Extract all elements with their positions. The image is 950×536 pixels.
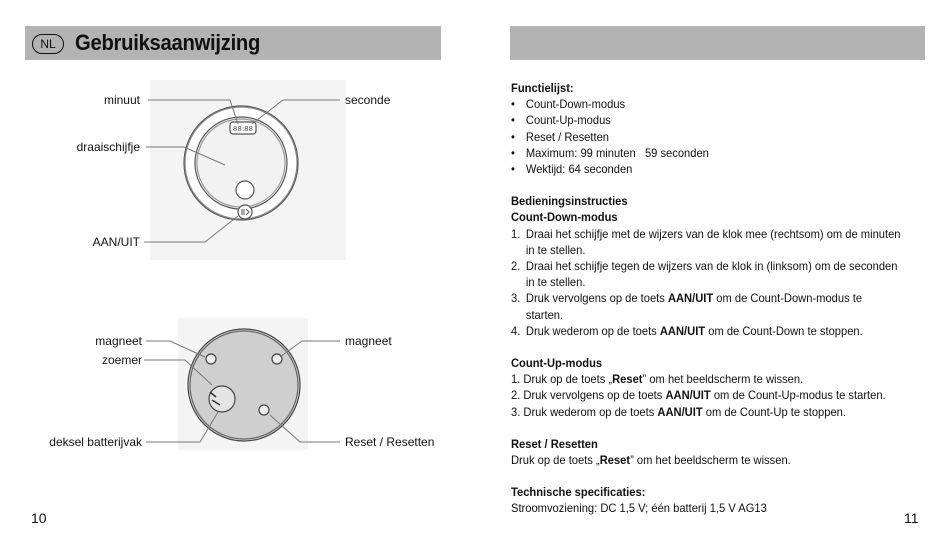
tech-heading: Technische specificaties:	[511, 485, 646, 500]
label-magneet-right: magneet	[345, 334, 392, 348]
svg-text:88:88: 88:88	[232, 125, 254, 133]
tech-line: Stroomvoziening: DC 1,5 V; één batterij 1,5 V AG13	[511, 501, 767, 516]
countdown-heading: Count-Down-modus	[511, 210, 618, 225]
instructions-column	[511, 80, 902, 517]
label-zoemer: zoemer	[101, 353, 142, 367]
page-number-left: 10	[31, 510, 47, 526]
label-seconde: seconde	[345, 93, 391, 107]
list-item: 2. Druk vervolgens op de toets AAN/UIT om de Count-Up-modus te starten.	[511, 388, 886, 403]
list-item: • Maximum: 99 minuten 59 seconden	[511, 145, 709, 160]
language-badge: NL	[32, 34, 64, 54]
list-item: • Count-Up-modus	[511, 113, 611, 128]
bediening-heading: Bedieningsinstructies	[511, 194, 628, 209]
list-item: 3. Druk wederom op de toets AAN/UIT om de Count-Up te stoppen.	[511, 404, 846, 419]
list-item: 2. Draai het schijfje tegen de wijzers van de klok in (linksom) om de seconden in te stellen.	[511, 259, 898, 290]
timer-front-figure	[184, 106, 298, 220]
reset-heading: Reset / Resetten	[511, 436, 598, 451]
list-item: 1. Druk op de toets „Reset” om het beeldscherm te wissen.	[511, 372, 804, 387]
list-item: • Reset / Resetten	[511, 129, 610, 144]
page-number-right: 11	[904, 510, 919, 526]
list-item: • Wektijd: 64 seconden	[511, 162, 633, 177]
list-item: • Count-Down-modus	[511, 97, 626, 112]
label-aan-uit: AAN/UIT	[92, 235, 140, 249]
label-minuut: minuut	[103, 93, 140, 107]
functielijst-heading: Functielijst:	[511, 81, 574, 95]
list-item: 3. Druk vervolgens op de toets AAN/UIT om de Count-Down-modus te starten.	[511, 291, 863, 322]
label-deksel-batterijvak: deksel batterijvak	[49, 435, 142, 449]
page-title: Gebruiksaanwijzing	[75, 30, 261, 55]
list-item: 4. Druk wederom op de toets AAN/UIT om de Count-Down te stoppen.	[511, 323, 863, 338]
label-reset: Reset / Resetten	[345, 435, 435, 449]
label-draaischijfje: draaischijfje	[76, 140, 140, 154]
countup-heading: Count-Up-modus	[511, 356, 603, 371]
reset-text: Druk op de toets „Reset” om het beeldscherm te wissen.	[511, 453, 791, 468]
timer-back-figure	[188, 329, 300, 441]
label-magneet-left: magneet	[95, 334, 142, 348]
list-item: 1. Draai het schijfje met de wijzers van de klok mee (rechtsom) om de minuten in te stellen.	[511, 226, 901, 257]
